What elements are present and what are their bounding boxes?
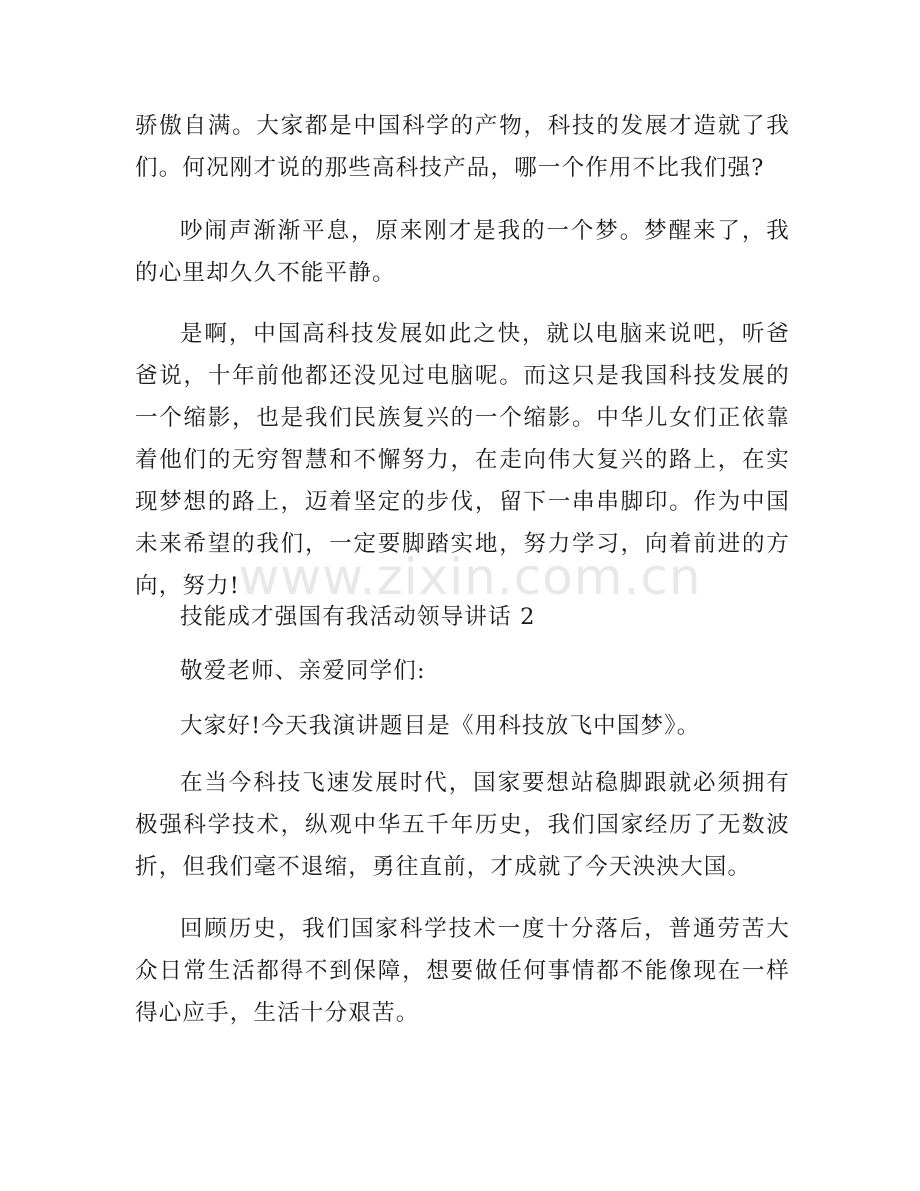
paragraph-continuation: 骄傲自满。大家都是中国科学的产物，科技的发展才造就了我们。何况刚才说的那些高科技产品，哪一个作用不比我们强? (135, 113, 790, 181)
greeting: 大家好!今天我演讲题目是《用科技放飞中国梦》。 (180, 713, 701, 739)
paragraph-dream-awake: 吵闹声渐渐平息，原来刚才是我的一个梦。梦醒来了，我的心里却久久不能平静。 (135, 218, 790, 286)
section-title: 技能成才强国有我活动领导讲话 2 (180, 604, 536, 630)
paragraph-tech-era: 在当今科技飞速发展时代，国家要想站稳脚跟就必须拥有极强科学技术，纵观中华五千年历史，我们国家经历了无数波折，但我们毫不退缩，勇往直前，才成就了今天泱泱大国。 (135, 770, 790, 880)
paragraph-history-review: 回顾历史，我们国家科学技术一度十分落后，普通劳苦大众日常生活都得不到保障，想要做任何事情都不能像现在一样得心应手，生活十分艰苦。 (135, 916, 790, 1026)
paragraph-tech-development: 是啊，中国高科技发展如此之快，就以电脑来说吧，听爸爸说，十年前他都还没见过电脑呢。而这只是我国科技发展的一个缩影，也是我们民族复兴的一个缩影。中华儿女们正依靠着他们的无穷智慧和不懈努力，在走向伟大复兴的路上，在实现梦想的路上，迈着坚定的步伐，留下一串串脚印。作为中国未来希望的我们，一定要脚踏实地，努力学习，向着前进的方向，努力! (135, 321, 790, 599)
watermark: www.zixin.com.cn (238, 548, 702, 606)
salutation: 敬爱老师、亲爱同学们: (180, 658, 426, 684)
